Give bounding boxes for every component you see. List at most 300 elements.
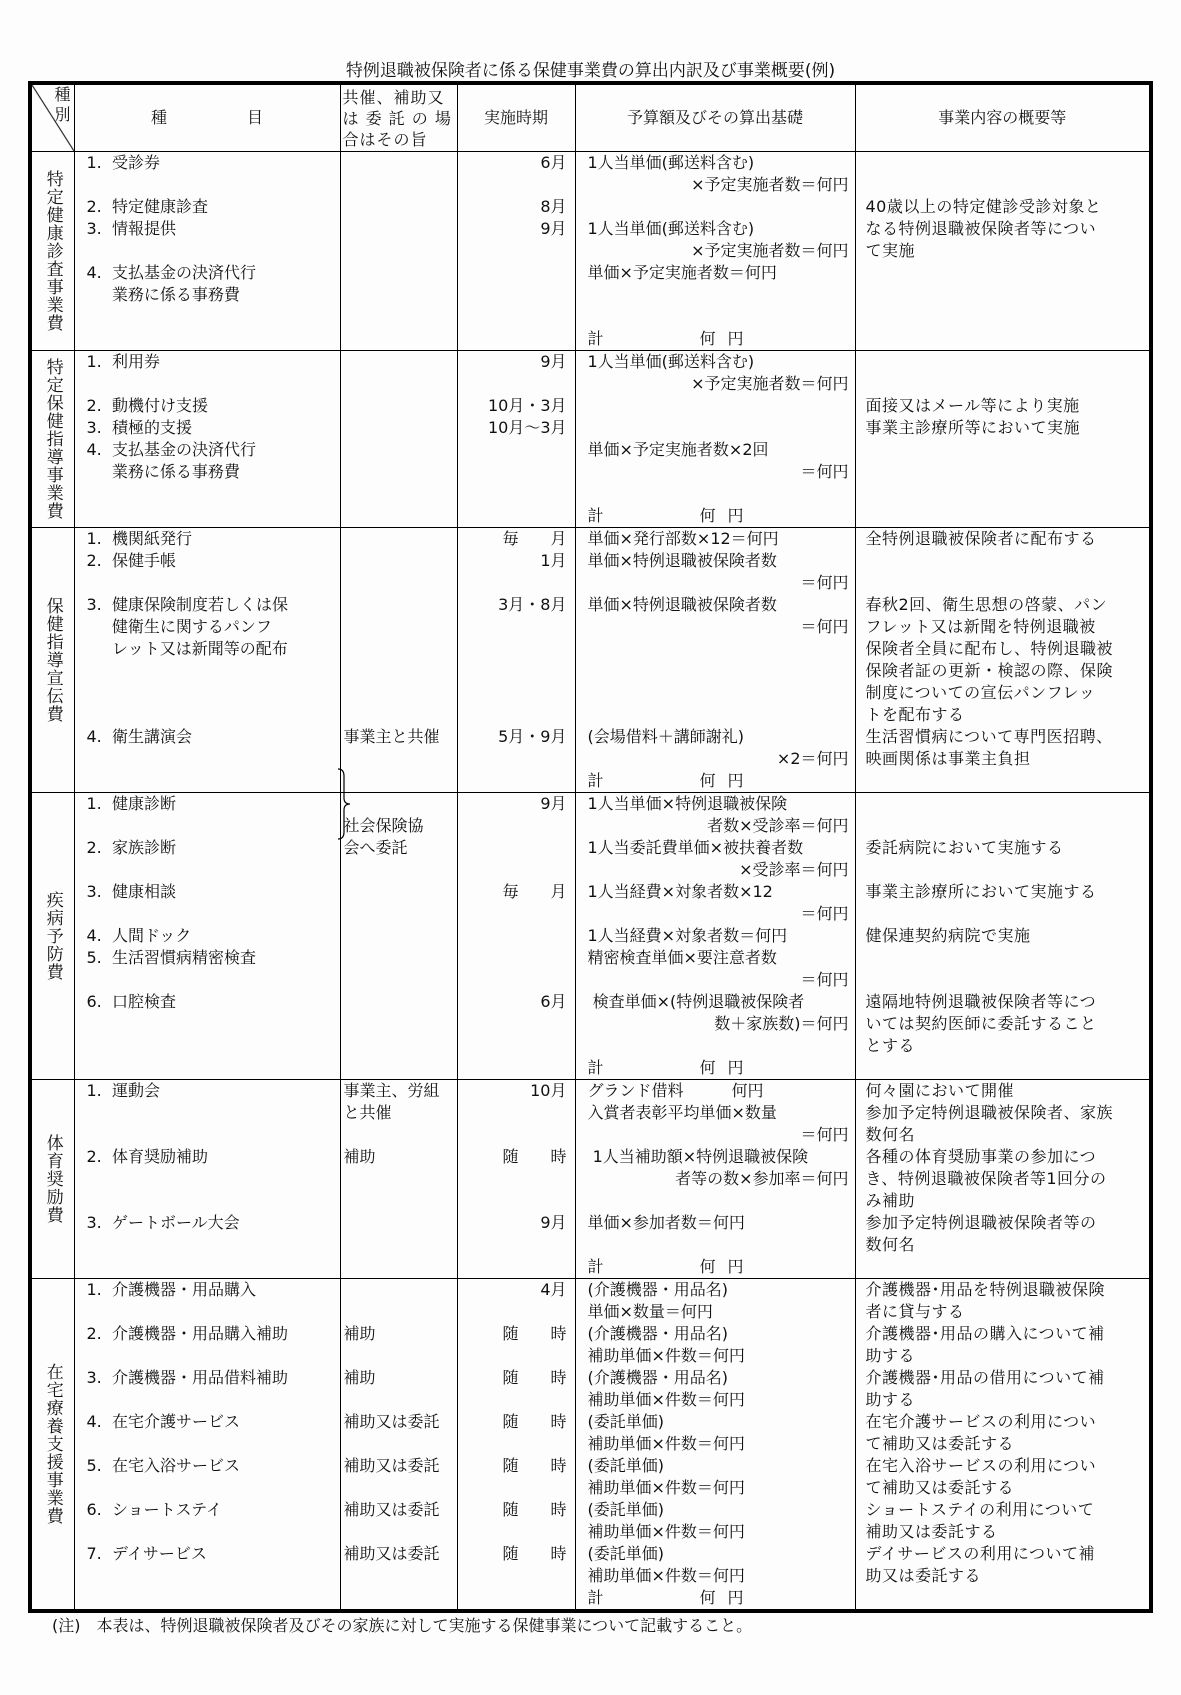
header-period: 実施時期 [457, 83, 575, 152]
cohost-line [341, 991, 457, 1013]
cohost-cell [340, 351, 457, 528]
item-line [75, 1521, 340, 1543]
category-cell [30, 793, 74, 1080]
period-line: 毎 月 [502, 882, 567, 901]
item-line: 2. 動機付け支援 [86, 396, 208, 415]
item-line: 3. 健康保険制度若しくは保 [86, 595, 288, 614]
budget-line: グランド借料 何円 [587, 1081, 764, 1100]
cohost-line [341, 550, 457, 572]
section-row [30, 528, 1151, 793]
cohost-line [341, 417, 457, 439]
summary-line: 遠隔地特例退職被保険者等につ [865, 992, 1097, 1011]
budget-line: 検査単価×(特例退職被保険者 [587, 992, 805, 1011]
period-line [458, 704, 575, 726]
item-line [75, 748, 340, 770]
item-line: 4. 衛生講演会 [86, 727, 192, 746]
total-line [576, 328, 855, 350]
period-line: 9月 [540, 1213, 567, 1232]
cohost-line [341, 903, 457, 925]
budget-line: 単価×特例退職被保険者数 [587, 551, 777, 570]
cohost-line: 社会保険協 [343, 816, 424, 835]
budget-line: (委託単価) [587, 1500, 664, 1519]
item-line [75, 373, 340, 395]
budget-line: (委託単価) [587, 1456, 664, 1475]
summary-line [856, 947, 1150, 969]
cohost-line: 補助又は委託 [343, 1412, 440, 1431]
item-line [75, 1345, 340, 1367]
summary-line [856, 793, 1150, 815]
budget-line [576, 660, 855, 682]
summary-line: み補助 [865, 1191, 916, 1210]
item-line [75, 505, 340, 527]
summary-line [856, 1256, 1150, 1278]
total-value: 何円 [699, 1058, 756, 1077]
budget-line: (委託単価) [587, 1412, 664, 1431]
category-cell [30, 351, 74, 528]
summary-line: 全特例退職被保険者に配布する [865, 529, 1097, 548]
summary-line [856, 969, 1150, 991]
item-line: 健衛生に関するパンフ [86, 617, 272, 636]
cohost-line: 事業主、労組 [343, 1081, 440, 1100]
period-line [458, 925, 575, 947]
budget-line: 補助単価×件数＝何円 [587, 1478, 745, 1497]
item-line [75, 1234, 340, 1256]
cohost-line [341, 594, 457, 616]
summary-line: いては契約医師に委託すること [865, 1014, 1097, 1033]
budget-line [576, 1035, 855, 1057]
budget-line: (会場借料＋講師謝礼) [587, 727, 744, 746]
period-line [458, 306, 575, 328]
period-line: 9月 [540, 219, 567, 238]
cohost-line [341, 682, 457, 704]
budget-line [576, 682, 855, 704]
budget-line: 単価×特例退職被保険者数 [587, 595, 777, 614]
summary-cell [855, 793, 1151, 1080]
section-row [30, 1279, 1151, 1612]
budget-line: 1人当委託費単価×被扶養者数 [587, 838, 804, 857]
brace-icon [337, 768, 351, 840]
budget-line: ＝何円 [800, 573, 849, 592]
item-line: 業務に係る事務費 [86, 462, 240, 481]
category-cell [30, 152, 74, 351]
item-line: 2. 特定健康診査 [86, 197, 208, 216]
cohost-line [341, 660, 457, 682]
item-line [75, 660, 340, 682]
budget-line [576, 395, 855, 417]
summary-line: 在宅介護サービスの利用につい [865, 1412, 1097, 1431]
item-line [75, 483, 340, 505]
item-line: 1. 介護機器・用品購入 [86, 1280, 256, 1299]
category-label: 在宅療養支援事業費 [42, 1363, 63, 1525]
period-cell [457, 152, 575, 351]
period-line: 随 時 [502, 1147, 567, 1166]
cohost-line [341, 1168, 457, 1190]
item-line: 2. 家族診断 [86, 838, 176, 857]
cohost-line [341, 373, 457, 395]
item-line [75, 1477, 340, 1499]
cohost-line [341, 1234, 457, 1256]
cohost-line [341, 240, 457, 262]
cohost-line [341, 439, 457, 461]
item-line: 5. 在宅入浴サービス [86, 1456, 240, 1475]
cohost-line [341, 196, 457, 218]
budget-line: ＝何円 [800, 617, 849, 636]
summary-line: 数何名 [865, 1235, 916, 1254]
budget-line: 補助単価×件数＝何円 [587, 1566, 745, 1585]
cohost-line [341, 395, 457, 417]
budget-line: 単価×数量＝何円 [587, 1302, 713, 1321]
item-line [75, 815, 340, 837]
cohost-cell [340, 152, 457, 351]
budget-cell [575, 528, 855, 793]
cohost-line [341, 284, 457, 306]
header-cohost-line: 共催、補助又 [342, 87, 445, 107]
summary-line [856, 572, 1150, 594]
header-budget: 予算額及びその算出基礎 [575, 83, 855, 152]
summary-line: 補助又は委託する [865, 1522, 998, 1541]
budget-line: 単価×参加者数＝何円 [587, 1213, 745, 1232]
cohost-line [341, 1124, 457, 1146]
period-line [458, 1301, 575, 1323]
summary-line [856, 174, 1150, 196]
period-line [458, 1124, 575, 1146]
summary-cell [855, 351, 1151, 528]
budget-line [576, 1190, 855, 1212]
category-label: 特定保健指導事業費 [42, 358, 63, 520]
cohost-line: 補助又は委託 [343, 1456, 440, 1475]
cohost-line [341, 793, 457, 815]
item-line [75, 1124, 340, 1146]
category-label: 保健指導宣伝費 [42, 597, 63, 723]
cohost-line [341, 461, 457, 483]
item-line [75, 240, 340, 262]
cohost-line [341, 704, 457, 726]
item-line: 3. 情報提供 [86, 219, 176, 238]
budget-line: 1人当単価(郵送料含む) [587, 352, 755, 371]
cohost-line [341, 1035, 457, 1057]
section-row [30, 793, 1151, 1080]
period-line [458, 903, 575, 925]
cohost-line [341, 859, 457, 881]
period-line [458, 1168, 575, 1190]
summary-line: 保険者証の更新・検認の際、保険 [865, 661, 1114, 680]
summary-line [856, 1057, 1150, 1079]
budget-line: 数＋家族数)＝何円 [714, 1014, 849, 1033]
cohost-line [341, 306, 457, 328]
budget-line: 補助単価×件数＝何円 [587, 1522, 745, 1541]
period-line [458, 1256, 575, 1278]
period-line [458, 483, 575, 505]
cohost-line [341, 505, 457, 527]
item-line: 1. 運動会 [86, 1081, 160, 1100]
cohost-cell [340, 793, 457, 1080]
budget-line: ×予定実施者数＝何円 [691, 241, 849, 260]
item-line [75, 1256, 340, 1278]
item-line: 6. ショートステイ [86, 1500, 223, 1519]
category-label: 特定健康診査事業費 [42, 170, 63, 332]
cohost-line [341, 328, 457, 350]
cohost-line [341, 1389, 457, 1411]
budget-line: 1人当経費×対象者数×12 [587, 882, 773, 901]
cohost-line: 事業主と共催 [343, 727, 440, 746]
summary-line: トを配布する [865, 705, 965, 724]
header-category-label: 種 別 [54, 85, 71, 124]
cohost-line [341, 1013, 457, 1035]
category-cell [30, 1279, 74, 1612]
budget-line: (委託単価) [587, 1544, 664, 1563]
item-line: 5. 生活習慣病精密検査 [86, 948, 256, 967]
budget-line: 1人当単価(郵送料含む) [587, 219, 755, 238]
header-item: 種 目 [74, 83, 340, 152]
category-label: 疾病予防費 [42, 891, 63, 981]
cohost-line [341, 748, 457, 770]
period-line [458, 174, 575, 196]
budget-line: ×受診率＝何円 [739, 860, 849, 879]
budget-line: ×2＝何円 [776, 749, 849, 768]
total-value: 何円 [699, 329, 756, 348]
period-line [458, 262, 575, 284]
item-cell [74, 1080, 340, 1279]
cohost-line [341, 1279, 457, 1301]
item-line [75, 1433, 340, 1455]
summary-line: 参加予定特例退職被保険者等の [865, 1213, 1097, 1232]
period-line [458, 1035, 575, 1057]
item-line [75, 306, 340, 328]
cohost-cell [340, 528, 457, 793]
total-label: 計 [587, 771, 604, 790]
cohost-line: 補助 [343, 1324, 376, 1343]
period-cell [457, 1080, 575, 1279]
item-line [75, 1168, 340, 1190]
cohost-line [341, 1301, 457, 1323]
total-value: 何円 [699, 1588, 756, 1607]
item-line [75, 1057, 340, 1079]
budget-line [576, 306, 855, 328]
item-line: 2. 保健手帳 [86, 551, 176, 570]
summary-line [856, 770, 1150, 792]
period-line [458, 748, 575, 770]
summary-line: 介護機器･用品の購入について補 [865, 1324, 1105, 1343]
item-line: 1. 健康診断 [86, 794, 176, 813]
period-line [458, 328, 575, 350]
cohost-line [341, 572, 457, 594]
item-line [75, 859, 340, 881]
period-line: 5月・9月 [498, 727, 567, 746]
budget-line [576, 483, 855, 505]
period-line [458, 660, 575, 682]
period-line [458, 859, 575, 881]
period-cell [457, 793, 575, 1080]
budget-line: ×予定実施者数＝何円 [691, 175, 849, 194]
total-label: 計 [587, 329, 604, 348]
item-line: 2. 介護機器・用品購入補助 [86, 1324, 288, 1343]
summary-line [856, 306, 1150, 328]
summary-line [856, 815, 1150, 837]
period-line [458, 1477, 575, 1499]
summary-line [856, 1587, 1150, 1609]
budget-line [576, 704, 855, 726]
total-line [576, 1587, 855, 1609]
cohost-line: 会へ委託 [343, 838, 408, 857]
cohost-line [341, 1256, 457, 1278]
item-line: 1. 機関紙発行 [86, 529, 192, 548]
item-cell [74, 793, 340, 1080]
period-line [458, 284, 575, 306]
item-line [75, 1102, 340, 1124]
summary-line: 生活習慣病について専門医招聘、 [865, 727, 1113, 746]
item-line: 3. ゲートボール大会 [86, 1213, 240, 1232]
item-line: 4. 在宅介護サービス [86, 1412, 240, 1431]
period-line: 随 時 [502, 1324, 567, 1343]
cohost-line [341, 969, 457, 991]
period-line [458, 1102, 575, 1124]
summary-line: 助する [865, 1346, 916, 1365]
item-line [75, 1301, 340, 1323]
item-line: 1. 利用券 [86, 352, 160, 371]
summary-cell [855, 1279, 1151, 1612]
cohost-line [341, 218, 457, 240]
header-cohost [340, 83, 457, 152]
budget-line: 1人当単価×特例退職被保険 [587, 794, 788, 813]
period-line [458, 1234, 575, 1256]
summary-line: て補助又は委託する [865, 1434, 1015, 1453]
cohost-line [341, 1190, 457, 1212]
period-line: 随 時 [502, 1456, 567, 1475]
period-line [458, 1565, 575, 1587]
cohost-line [341, 262, 457, 284]
header-summary: 事業内容の概要等 [855, 83, 1151, 152]
period-line [458, 682, 575, 704]
summary-line: て実施 [865, 241, 916, 260]
summary-line: 在宅入浴サービスの利用につい [865, 1456, 1097, 1475]
period-line: 8月 [540, 197, 567, 216]
summary-line [856, 505, 1150, 527]
cohost-line [341, 174, 457, 196]
period-line [458, 373, 575, 395]
period-line [458, 1389, 575, 1411]
item-line [75, 682, 340, 704]
header-cohost-line: は 委 託 の 場 [342, 108, 452, 128]
budget-line [576, 196, 855, 218]
period-line [458, 572, 575, 594]
footnote: (注) 本表は、特例退職被保険者及びその家族に対して実施する保健事業について記載すること。 [52, 1616, 753, 1635]
budget-line: 精密検査単価×要注意者数 [587, 948, 777, 967]
cohost-line [341, 1565, 457, 1587]
item-line [75, 1389, 340, 1411]
header-cohost-line: 合はその旨 [342, 129, 428, 149]
summary-line [856, 351, 1150, 373]
item-line: 1. 受診券 [86, 153, 160, 172]
period-line: 随 時 [502, 1368, 567, 1387]
budget-line: 補助単価×件数＝何円 [587, 1390, 745, 1409]
period-line: 毎 月 [502, 529, 567, 548]
category-cell [30, 528, 74, 793]
summary-line: 保険者全員に配布し、特例退職被 [865, 639, 1114, 658]
summary-line: 助又は委託する [865, 1566, 982, 1585]
period-line: 随 時 [502, 1412, 567, 1431]
total-label: 計 [587, 1257, 604, 1276]
summary-line [856, 284, 1150, 306]
item-line [75, 174, 340, 196]
cohost-line [341, 947, 457, 969]
budget-cell [575, 152, 855, 351]
item-line [75, 1013, 340, 1035]
budget-line: 者等の数×参加率＝何円 [675, 1169, 849, 1188]
budget-cell [575, 793, 855, 1080]
period-line: 9月 [540, 352, 567, 371]
summary-line: なる特例退職被保険者等につい [865, 219, 1097, 238]
summary-line: 事業主診療所において実施する [865, 882, 1097, 901]
cohost-line [341, 528, 457, 550]
cohost-line: 補助又は委託 [343, 1500, 440, 1519]
budget-line: ×予定実施者数＝何円 [691, 374, 849, 393]
period-line [458, 1057, 575, 1079]
total-value: 何円 [699, 771, 756, 790]
cohost-line [341, 1587, 457, 1609]
period-line: 10月・3月 [487, 396, 567, 415]
summary-line: て補助又は委託する [865, 1478, 1015, 1497]
budget-line [576, 284, 855, 306]
summary-line: ショートステイの利用について [865, 1500, 1095, 1519]
header-row [30, 83, 1151, 152]
total-label: 計 [587, 1058, 604, 1077]
summary-line: 春秋2回、衛生思想の啓蒙、パン [865, 595, 1108, 614]
summary-line: き、特例退職被保険者等1回分の [865, 1169, 1107, 1188]
category-label: 体育奨励費 [42, 1134, 63, 1224]
item-line: 業務に係る事務費 [86, 285, 240, 304]
item-line [75, 969, 340, 991]
period-line: 4月 [540, 1280, 567, 1299]
period-line [458, 815, 575, 837]
cohost-line [341, 1345, 457, 1367]
period-line: 6月 [540, 992, 567, 1011]
summary-line: 40歳以上の特定健診受診対象と [865, 197, 1102, 216]
section-row [30, 351, 1151, 528]
total-line [576, 770, 855, 792]
summary-line [856, 439, 1150, 461]
period-cell [457, 351, 575, 528]
period-line: 10月～3月 [487, 418, 567, 437]
total-value: 何円 [699, 1257, 756, 1276]
budget-line: (介護機器・用品名) [587, 1324, 728, 1343]
section-row [30, 1080, 1151, 1279]
budget-cell [575, 1080, 855, 1279]
cohost-line: 補助 [343, 1368, 376, 1387]
cohost-line: 補助 [343, 1147, 376, 1166]
summary-line: 者に貸与する [865, 1302, 965, 1321]
summary-line [856, 373, 1150, 395]
budget-line: 入賞者表彰平均単価×数量 [587, 1103, 777, 1122]
budget-line: ＝何円 [800, 904, 849, 923]
summary-line: 映画関係は事業主負担 [865, 749, 1031, 768]
summary-line: 参加予定特例退職被保険者、家族 [865, 1103, 1114, 1122]
budget-line: (介護機器・用品名) [587, 1368, 728, 1387]
summary-line: デイサービスの利用について補 [865, 1544, 1096, 1563]
period-line [458, 505, 575, 527]
summary-cell [855, 1080, 1151, 1279]
summary-line [856, 550, 1150, 572]
section-row [30, 152, 1151, 351]
period-line [458, 1190, 575, 1212]
period-line: 随 時 [502, 1500, 567, 1519]
summary-line [856, 859, 1150, 881]
budget-line: 1人当補助額×特例退職被保険 [587, 1147, 809, 1166]
summary-line: フレット又は新聞を特例退職被 [865, 617, 1096, 636]
item-cell [74, 351, 340, 528]
item-line [75, 328, 340, 350]
summary-line: 健保連契約病院で実施 [865, 926, 1031, 945]
cohost-line [341, 351, 457, 373]
